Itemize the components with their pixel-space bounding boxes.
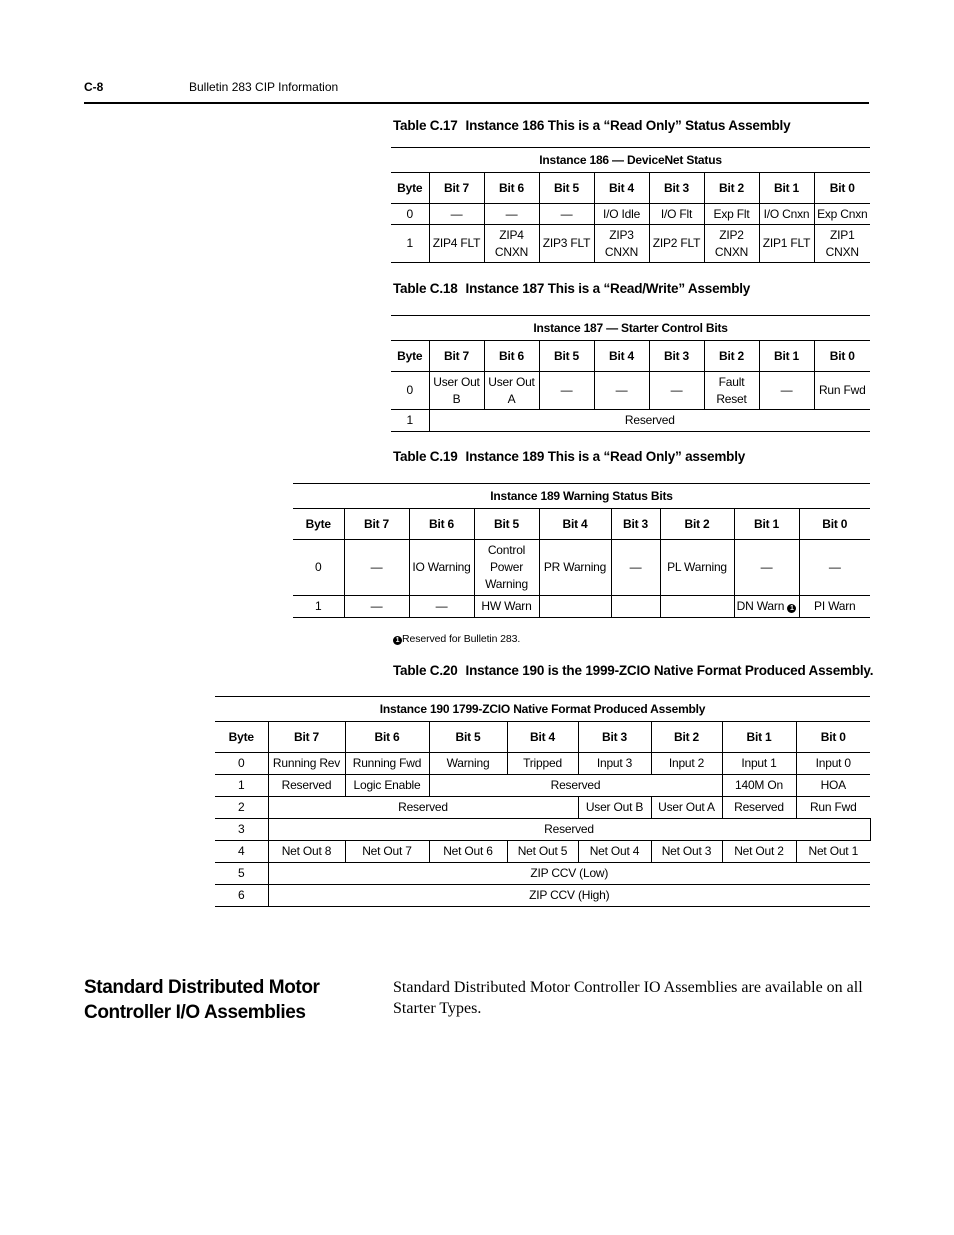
footnote-marker-icon: 1 [787,604,796,613]
caption-text: Instance 190 is the 1999-ZCIO Native Format Produced Assembly. [465,663,874,678]
table-c19 [293,483,870,618]
table-cell: Run Fwd [814,372,870,410]
col-header: Bit 5 [539,341,594,372]
col-header: Bit 5 [539,173,594,204]
table-cell: — [344,596,409,618]
table-cell: Control Power Warning [474,540,539,596]
table-cell: — [649,372,704,410]
table-cell: 1 [293,596,344,618]
table-cell: 5 [215,863,268,885]
table-row [215,863,870,885]
col-header: Bit 6 [484,173,539,204]
table-cell: 1 [391,225,429,263]
table-cell: Reserved [722,797,796,819]
col-header: Bit 4 [594,173,649,204]
table-cell: 0 [391,204,429,225]
table-cell: IO Warning [409,540,474,596]
col-header: Bit 3 [611,509,660,540]
table-cell: User Out B [429,372,484,410]
col-header: Bit 2 [704,341,759,372]
table-cell: Running Fwd [345,753,429,775]
table-row [391,372,870,410]
col-header: Byte [391,173,429,204]
col-header: Bit 1 [722,722,796,753]
table-cell: 140M On [722,775,796,797]
table-cell: 0 [293,540,344,596]
col-header: Byte [215,722,268,753]
table-cell: Net Out 7 [345,841,429,863]
table-cell: ZIP4 CNXN [484,225,539,263]
table-cell [734,596,799,618]
table-cell: Reserved [268,819,870,841]
col-header: Bit 0 [814,341,870,372]
table-cell: PL Warning [660,540,734,596]
footnote-text: Reserved for Bulletin 283. [402,633,521,645]
table-row [215,753,870,775]
table-cell: Warning [429,753,507,775]
table-c19-caption [393,449,745,464]
table-c17 [391,147,870,263]
table-cell: ZIP1 CNXN [814,225,870,263]
table-cell [539,596,611,618]
table-row [215,885,870,907]
table-row [215,841,870,863]
table-cell: Net Out 1 [796,841,870,863]
table-row [293,596,870,618]
caption-text: Instance 186 This is a “Read Only” Status Assembly [465,118,791,133]
col-header: Bit 5 [429,722,507,753]
col-header: Bit 0 [796,722,870,753]
table-cell: Net Out 4 [578,841,651,863]
table-cell: 1 [391,410,429,432]
col-header: Bit 7 [268,722,345,753]
table-cell: Fault Reset [704,372,759,410]
table-cell: Run Fwd [796,797,870,819]
table-title: Instance 187 — Starter Control Bits [391,316,870,341]
col-header: Bit 6 [409,509,474,540]
table-cell: Reserved [429,775,722,797]
table-cell: HW Warn [474,596,539,618]
table-row [293,540,870,596]
table-cell: 1 [215,775,268,797]
table-cell: — [759,372,814,410]
table-cell: — [344,540,409,596]
table-cell: ZIP3 FLT [539,225,594,263]
col-header: Bit 2 [660,509,734,540]
table-cell: User Out A [651,797,722,819]
section-heading-line: Standard Distributed Motor [84,977,320,998]
col-header: Bit 1 [759,341,814,372]
table-c20-caption [393,663,873,678]
col-header: Bit 3 [578,722,651,753]
table-cell: ZIP CCV (High) [268,885,870,907]
caption-text: Instance 187 This is a “Read/Write” Assembly [465,281,751,296]
table-cell: ZIP3 CNXN [594,225,649,263]
table-cell: — [409,596,474,618]
table-cell: Reserved [429,410,870,432]
table-cell: 0 [215,753,268,775]
table-cell: I/O Cnxn [759,204,814,225]
table-cell: Reserved [268,775,345,797]
col-header: Bit 4 [594,341,649,372]
col-header: Bit 3 [649,173,704,204]
table-cell: 3 [215,819,268,841]
table-cell: Net Out 8 [268,841,345,863]
col-header: Bit 5 [474,509,539,540]
col-header: Bit 1 [734,509,799,540]
table-cell: 6 [215,885,268,907]
col-header: Bit 4 [539,509,611,540]
table-c18-caption [393,281,750,296]
table-cell: — [734,540,799,596]
caption-number: Table C.19 [393,449,458,464]
col-header: Bit 0 [814,173,870,204]
table-cell: Tripped [507,753,578,775]
table-cell: — [539,372,594,410]
table-cell: Logic Enable [345,775,429,797]
section-heading [84,975,354,1025]
table-cell: Input 3 [578,753,651,775]
table-cell: — [539,204,594,225]
table-cell: Exp Cnxn [814,204,870,225]
table-cell: PI Warn [799,596,870,618]
caption-number: Table C.18 [393,281,458,296]
footnote-marker-icon: 1 [393,636,402,645]
table-row [391,410,870,432]
col-header: Bit 2 [704,173,759,204]
table-cell: Net Out 3 [651,841,722,863]
table-c20 [215,696,871,907]
table-cell: PR Warning [539,540,611,596]
table-cell: 0 [391,372,429,410]
table-cell: ZIP CCV (Low) [268,863,870,885]
table-row [215,819,870,841]
section-heading-line: Controller I/O Assemblies [84,1002,306,1023]
col-header: Bit 6 [345,722,429,753]
table-cell: ZIP1 FLT [759,225,814,263]
table-row [215,775,870,797]
table-c17-caption [393,118,790,133]
col-header: Byte [293,509,344,540]
col-header: Bit 1 [759,173,814,204]
table-cell: HOA [796,775,870,797]
table-cell: 2 [215,797,268,819]
table-cell: Input 2 [651,753,722,775]
table-cell: Input 0 [796,753,870,775]
table-cell [660,596,734,618]
table-title: Instance 190 1799-ZCIO Native Format Produced Assembly [215,697,870,722]
table-cell: — [611,540,660,596]
table-row [215,797,870,819]
table-cell: User Out A [484,372,539,410]
running-head: Bulletin 283 CIP Information [189,80,339,94]
table-cell: Reserved [268,797,578,819]
table-row [391,204,870,225]
table-cell: Running Rev [268,753,345,775]
table-cell: — [799,540,870,596]
page-number: C-8 [84,80,104,94]
table-cell: I/O Idle [594,204,649,225]
table-cell: Net Out 5 [507,841,578,863]
table-row [391,225,870,263]
table-cell: Net Out 6 [429,841,507,863]
table-cell: ZIP2 CNXN [704,225,759,263]
table-cell: Net Out 2 [722,841,796,863]
header-rule [84,102,869,104]
col-header: Bit 0 [799,509,870,540]
section-body: Standard Distributed Motor Controller IO Assemblies are available on all Starter Types. [393,979,863,1017]
table-title: Instance 189 Warning Status Bits [293,484,870,509]
table-title: Instance 186 — DeviceNet Status [391,148,870,173]
col-header: Bit 2 [651,722,722,753]
table-cell: Input 1 [722,753,796,775]
col-header: Bit 6 [484,341,539,372]
table-cell: Exp Flt [704,204,759,225]
col-header: Bit 4 [507,722,578,753]
table-cell: — [429,204,484,225]
table-cell [611,596,660,618]
table-cell: — [484,204,539,225]
table-c18 [391,315,870,432]
caption-number: Table C.20 [393,663,458,678]
table-cell: — [594,372,649,410]
col-header: Byte [391,341,429,372]
cell-text: DN Warn [736,599,785,613]
caption-number: Table C.17 [393,118,458,133]
col-header: Bit 7 [344,509,409,540]
table-cell: ZIP4 FLT [429,225,484,263]
table-cell: User Out B [578,797,651,819]
table-cell: 4 [215,841,268,863]
footnote [393,633,520,645]
table-cell: ZIP2 FLT [649,225,704,263]
caption-text: Instance 189 This is a “Read Only” assembly [465,449,746,464]
col-header: Bit 7 [429,341,484,372]
col-header: Bit 7 [429,173,484,204]
col-header: Bit 3 [649,341,704,372]
table-cell: I/O Flt [649,204,704,225]
